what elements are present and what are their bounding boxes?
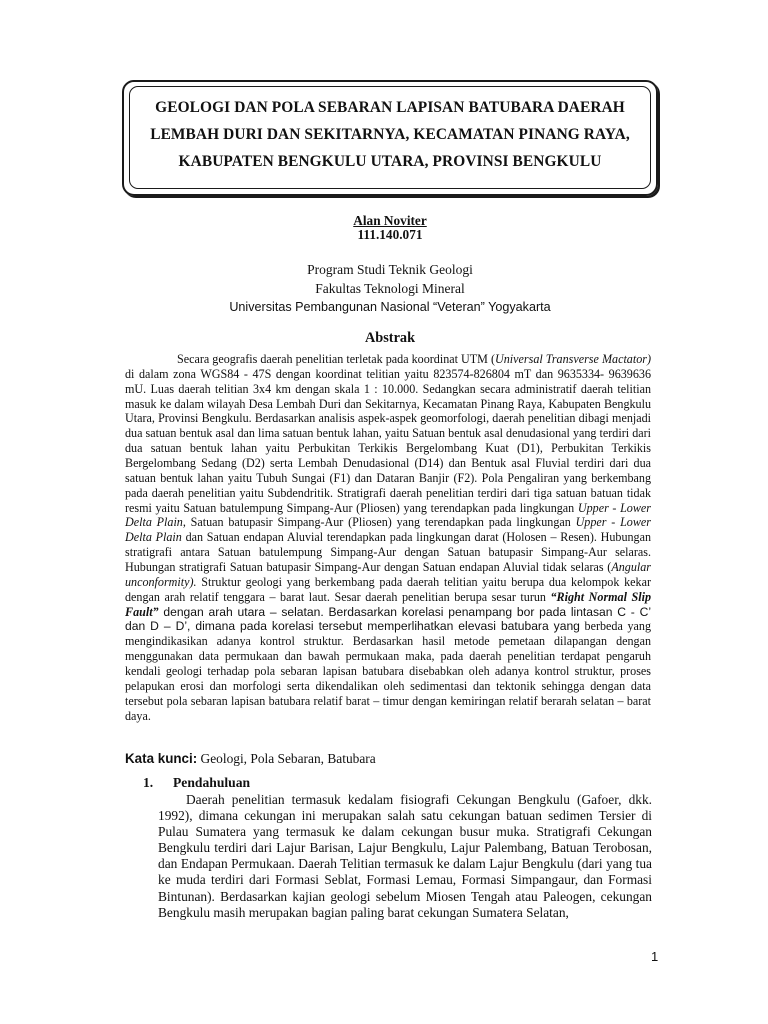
section-number: 1. [143,775,154,790]
abstract-fault-term: “Right Normal Slip Fault” [125,589,652,619]
section-body [158,792,652,921]
abstract-text-sans: dengan arah utara – selatan. Berdasarkan korelasi penampang bor pada lintasan C - C’ dan D – D’, dimana pada korelasi tersebut memperlihatkan elevasi batubara yang [125,604,651,634]
abstract-text: , Satuan batupasir Simpang-Aur (Pliosen) yang terendapkan pada lingkungan [182,515,576,530]
abstract-text: di dalam zona WGS84 - 47S dengan koordinat telitian yaitu 823574-826804 mT dan 9635334- 9639636 mU. Luas daerah telitian 3x4 km dengan skala 1 : 10.000. Sedangkan secara administratif daerah telitian masuk ke dalam wilayah Desa Lembah Duri dan Sekitarnya, Kecamatan Pinang Raya, Kabupaten Bengkulu Utara, Provinsi Bengkulu. Berdasarkan analisis aspek-aspek geomorfologi, daerah penelitian dibagi menjadi dua satuan bentuk asal dan lima satuan bentuk lahan, yaitu Satuan bentuk asal denudasional yang terdiri dari dua satuan bentuk lahan yaitu Perbukitan Terkikis Bergelombang Kuat (D1), Perbukitan Terkikis Bergelombang Sedang (D2) serta Lembah Denudasional (D14) dan Bentuk asal Fluvial terdiri dari dua satuan bentuk lahan yaitu Tubuh Sungai (F1) dan Dataran Banjir (F2). Pola Pengaliran yang berkembang pada daerah penelitian yaitu Subdendritik. Stratigrafi daerah penelitian terdiri dari tiga satuan batuan tidak resmi yaitu Satuan batulempung Simpang-Aur (Pliosen) yang terendapkan pada lingkungan [125,366,651,515]
title-line-2: LEMBAH DURI DAN SEKITARNYA, KECAMATAN PINANG RAYA, [150,126,630,143]
abstract-paragraph [125,352,651,723]
keywords-label: Kata kunci: [125,751,198,766]
title-box [122,80,658,196]
abstract-text: berbeda yang mengindikasikan adanya kontrol struktur. Berdasarkan hasil metode pemetaan dilapangan dengan menggunakan data permukaan dan bawah permukaan maka, pada daerah penelitian terdapat pengaruh kendali geologi terhadap pola sebaran lapisan batubara disebabkan oleh adanya kontrol struktur, proses pelapukan erosi dan morfologi serta dikendalikan oleh sedimentasi dan tektonik sehingga dengan data tersebut pola sebaran lapisan batubara relatif barat – timur dengan kemiringan relatif berarah selatan – barat daya. [125,619,651,723]
abstract-text: dan Satuan endapan Aluvial terendapkan pada lingkungan darat (Holosen – Resen). Hubungan stratigrafi antara Satuan batulempung Simpang-Aur dengan Satuan batupasir Simpang-Aur selaras. Hubungan stratigrafi Satuan batupasir Simpang-Aur dengan Satuan endapan Aluvial tidak selaras ( [125,530,652,575]
title-box-inner-border [129,86,651,189]
abstract-emphasis: Upper - Lower Delta Plain [125,515,651,545]
author-name: Alan Noviter [353,213,427,228]
abstract-emphasis: Angular unconformity). [125,560,651,589]
abstract-emphasis: Universal Transverse Mactator) [495,352,651,366]
abstract-text: Struktur geologi yang berkembang pada daerah telitian yaitu berupa dua kelompok kekar dengan arah relatif tenggara – barat laut. Sesar daerah penelitian berupa sesar turun [125,574,651,604]
author-id: 111.140.071 [357,227,423,242]
affiliation-program: Program Studi Teknik Geologi [307,262,473,277]
abstract-heading: Abstrak [364,330,416,346]
abstract-text: Secara geografis daerah penelitian terletak pada koordinat UTM ( [177,352,496,366]
abstract-emphasis: Upper - Lower Delta Plain [125,500,651,530]
title-line-1: GEOLOGI DAN POLA SEBARAN LAPISAN BATUBARA DAERAH [155,99,625,116]
section-heading [143,775,250,791]
affiliation-faculty: Fakultas Teknologi Mineral [315,281,465,296]
keywords [125,751,376,767]
abstract-body [125,352,651,723]
keywords-text: Geologi, Pola Sebaran, Batubara [197,751,376,766]
page-number: 1 [651,949,659,964]
title-line-3: KABUPATEN BENGKULU UTARA, PROVINSI BENGKULU [178,153,602,170]
section-title: Pendahuluan [173,775,251,790]
affiliation-university: Universitas Pembangunan Nasional “Veteran” Yogyakarta [229,300,551,314]
section-paragraph: Daerah penelitian termasuk kedalam fisiografi Cekungan Bengkulu (Gafoer, dkk. 1992), dimana cekungan ini merupakan salah satu cekungan batuan sedimen Tersier di Pulau Sumatera yang termasuk ke dalam cekungan busur muka. Stratigrafi Cekungan Bengkulu terdiri dari Lajur Barisan, Lajur Bengkulu, Lajur Palembang, Batuan Terobosan, dan Endapan Permukaan. Daerah Telitian termasuk ke dalam Lajur Bengkulu (dari yang tua ke muda terdiri dari Formasi Seblat, Formasi Lemau, Formasi Simpangaur, dan Formasi Bintunan). Berdasarkan kajian geologi sebelum Miosen Tengah atau Paleogen, cekungan Bengkulu masih merupakan bagian paling barat cekungan Sumatera Selatan, [158,792,652,920]
